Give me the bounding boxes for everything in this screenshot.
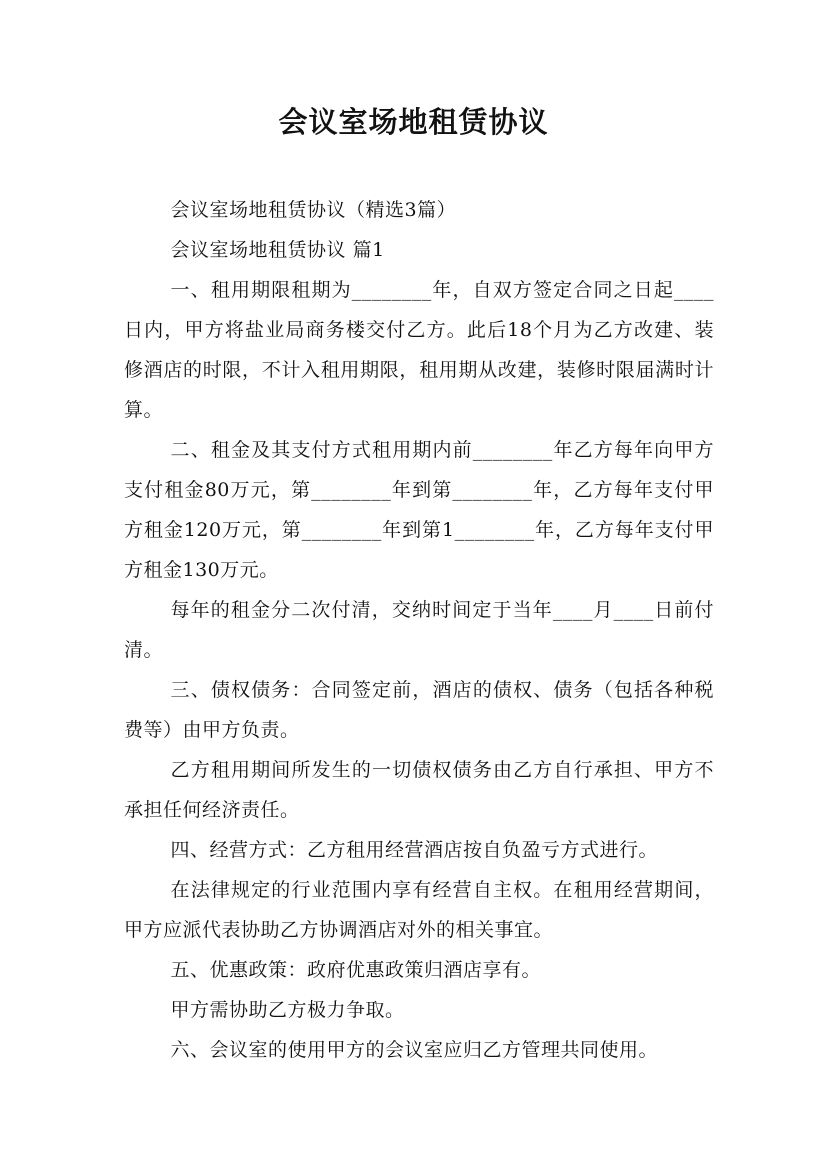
- paragraph-rent-payment: 二、租金及其支付方式租用期内前________年乙方每年向甲方支付租金80万元，第________年到第________年，乙方每年支付甲方租金120万元，第________年到第1________年，乙方每年支付甲方租金130万元。: [124, 439, 714, 581]
- paragraph-rent-schedule: 每年的租金分二次付清，交纳时间定于当年____月____日前付清。: [124, 599, 714, 661]
- document-body: [124, 190, 714, 1070]
- paragraph-preferential-policy: 五、优惠政策：政府优惠政策归酒店享有。: [170, 959, 542, 981]
- paragraph-meeting-room-use: 六、会议室的使用甲方的会议室应归乙方管理共同使用。: [170, 1039, 659, 1061]
- paragraph-debts-during-lease: 乙方租用期间所发生的一切债权债务由乙方自行承担、甲方不承担任何经济责任。: [124, 759, 714, 821]
- paragraph-operation-mode: 四、经营方式：乙方租用经营酒店按自负盈亏方式进行。: [170, 839, 659, 861]
- paragraph-collection-heading: 会议室场地租赁协议（精选3篇）: [170, 199, 457, 221]
- paragraph-debts: 三、债权债务：合同签定前，酒店的债权、债务（包括各种税费等）由甲方负责。: [124, 679, 714, 741]
- document-title: 会议室场地租赁协议: [278, 105, 549, 139]
- paragraph-operation-rights: 在法律规定的行业范围内享有经营自主权。在租用经营期间，甲方应派代表协助乙方协调酒店对外的相关事宜。: [124, 879, 714, 941]
- paragraph-section-heading: 会议室场地租赁协议 篇1: [170, 239, 385, 261]
- paragraph-policy-assistance: 甲方需协助乙方极力争取。: [170, 999, 405, 1021]
- paragraph-lease-term: 一、租用期限租期为________年，自双方签定合同之日起____日内，甲方将盐业局商务楼交付乙方。此后18个月为乙方改建、装修酒店的时限，不计入租用期限，租用期从改建，装修时限届满时计算。: [124, 279, 714, 421]
